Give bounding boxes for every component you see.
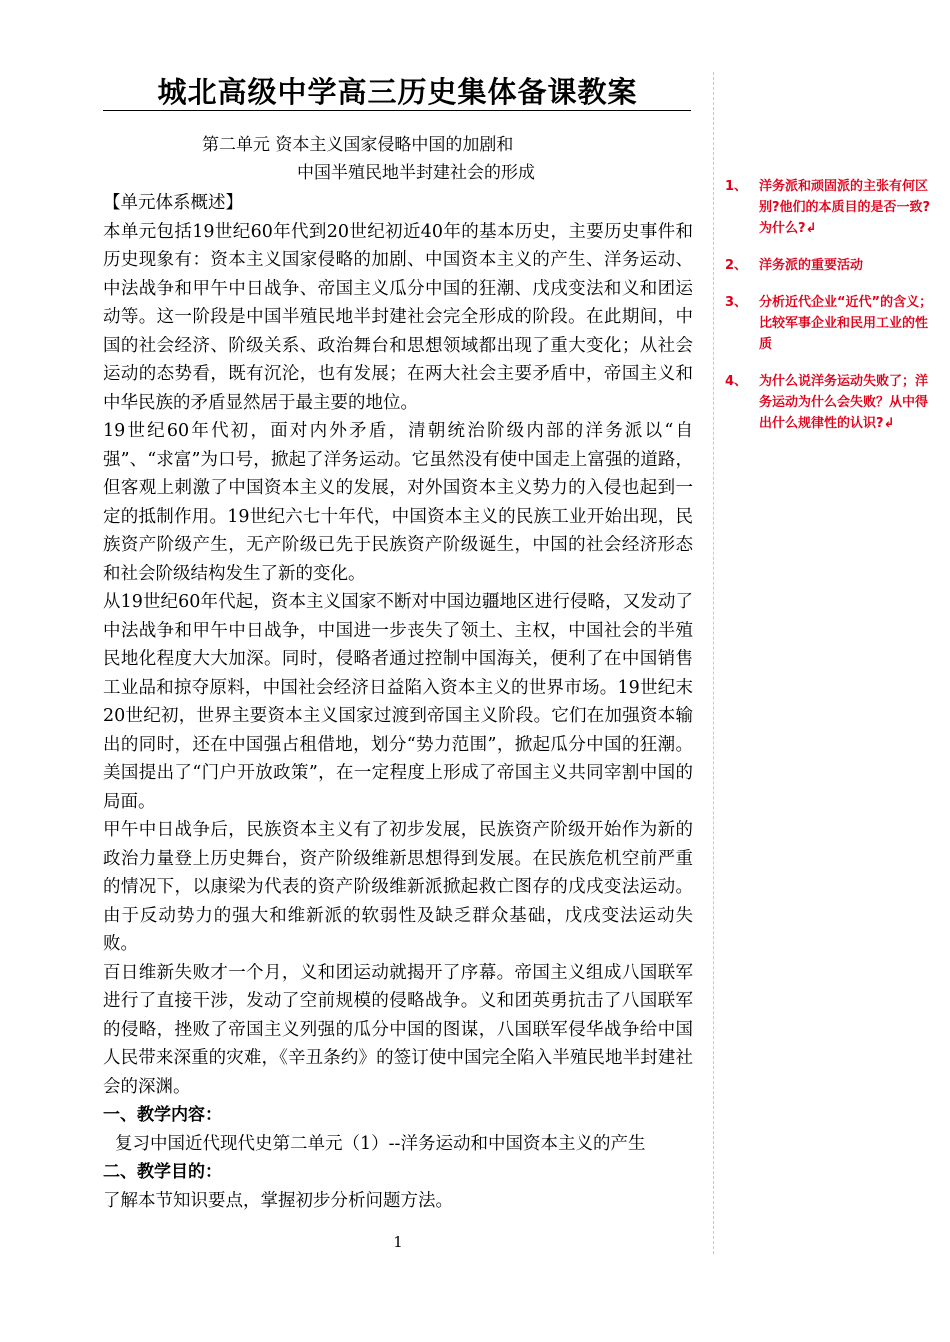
note-number: 3、 xyxy=(725,295,748,310)
paragraph: 甲午中日战争后，民族资本主义有了初步发展，民族资产阶级开始作为新的政治力量登上历史舞台，资产阶级维新思想得到发展。在民族危机空前严重的情况下，以康梁为代表的资产阶级维新派掀起救亡图存的戊戌变法运动。由于反动势力的强大和维新派的软弱性及缺乏群众基础，戊戌变法运动失败。 xyxy=(103,820,693,954)
note-text: 分析近代企业“近代”的含义；比较军事企业和民用工业的性质 xyxy=(759,295,933,352)
margin-notes xyxy=(725,176,937,450)
note-text: 洋务派和顽固派的主张有何区别?他们的本质目的是否一致?为什么?↲ xyxy=(759,179,931,236)
note-text: 洋务派的重要活动 xyxy=(759,258,864,273)
paragraph: 百日维新失败才一个月，义和团运动就揭开了序幕。帝国主义组成八国联军进行了直接干涉，发动了空前规模的侵略战争。义和团英勇抗击了八国联军的侵略，挫败了帝国主义列强的瓜分中国的图谋，八国联军侵华战争给中国人民带来深重的灾难，《辛丑条约》的签订使中国完全陷入半殖民地半封建社会的深渊。 xyxy=(103,962,693,1097)
section-heading-teaching-content: 一、教学内容： xyxy=(103,1105,222,1125)
margin-divider xyxy=(713,72,714,1254)
margin-note xyxy=(725,292,937,355)
note-number: 1、 xyxy=(725,179,748,194)
margin-note xyxy=(725,255,937,276)
page-title: 城北高级中学高三历史集体备课教案 xyxy=(157,75,638,109)
paragraph: 19世纪60年代初，面对内外矛盾，清朝统治阶级内部的洋务派以“自强”、“求富”为口号，掀起了洋务运动。它虽然没有使中国走上富强的道路，但客观上刺激了中国资本主义的发展，对外国资本主义势力的入侵也起到一定的抵制作用。19世纪六七十年代，中国资本主义的民族工业开始出现，民族资产阶级产生，无产阶级已先于民族资产阶级诞生，中国的社会经济形态和社会阶级结构发生了新的变化。 xyxy=(103,421,693,584)
paragraph: 从19世纪60年代起，资本主义国家不断对中国边疆地区进行侵略，又发动了中法战争和甲午中日战争，中国进一步丧失了领土、主权，中国社会的半殖民地化程度大大加深。同时，侵略者通过控制中国海关，便利了在中国销售工业品和掠夺原料，中国社会经济日益陷入资本主义的世界市场。19世纪末20世纪初，世界主要资本主义国家过渡到帝国主义阶段。它们在加强资本输出的同时，还在中国强占租借地，划分“势力范围”，掀起瓜分中国的狂潮。美国提出了“门户开放政策”，在一定程度上形成了帝国主义共同宰割中国的局面。 xyxy=(103,592,693,812)
title-underline xyxy=(103,110,691,111)
unit-subtitle-line-2: 中国半殖民地半封建社会的形成 xyxy=(297,163,535,183)
paragraph: 本单元包括19世纪60年代到20世纪初近40年的基本历史，主要历史事件和历史现象有：资本主义国家侵略的加剧、中国资本主义的产生、洋务运动、中法战争和甲午中日战争、帝国主义瓜分中国的狂潮、戊戌变法和义和团运动等。这一阶段是中国半殖民地半封建社会完全形成的阶段。在此期间，中国的社会经济、阶级关系、政治舞台和思想领域都出现了重大变化；从社会运动的态势看，既有沉沦，也有发展；在两大社会主要矛盾中，帝国主义和中华民族的矛盾显然居于最主要的地位。 xyxy=(103,221,693,413)
overview-heading: 【单元体系概述】 xyxy=(103,193,243,213)
section-heading-teaching-goals: 二、教学目的： xyxy=(103,1162,222,1182)
page-number: 1 xyxy=(393,1233,403,1251)
note-number: 4、 xyxy=(725,374,748,389)
teaching-goals-text: 了解本节知识要点，掌握初步分析问题方法。 xyxy=(103,1190,453,1211)
margin-note xyxy=(725,371,937,434)
unit-subtitle-line-1: 第二单元 资本主义国家侵略中国的加剧和 xyxy=(202,135,514,155)
teaching-content-text: 复习中国近代现代史第二单元（1）--洋务运动和中国资本主义的产生 xyxy=(115,1133,646,1154)
margin-note xyxy=(725,176,937,239)
note-text: 为什么说洋务运动失败了；洋务运动为什么会失败？从中得出什么规律性的认识?↲ xyxy=(759,374,929,431)
note-number: 2、 xyxy=(725,258,748,273)
lesson-body xyxy=(103,189,693,1215)
